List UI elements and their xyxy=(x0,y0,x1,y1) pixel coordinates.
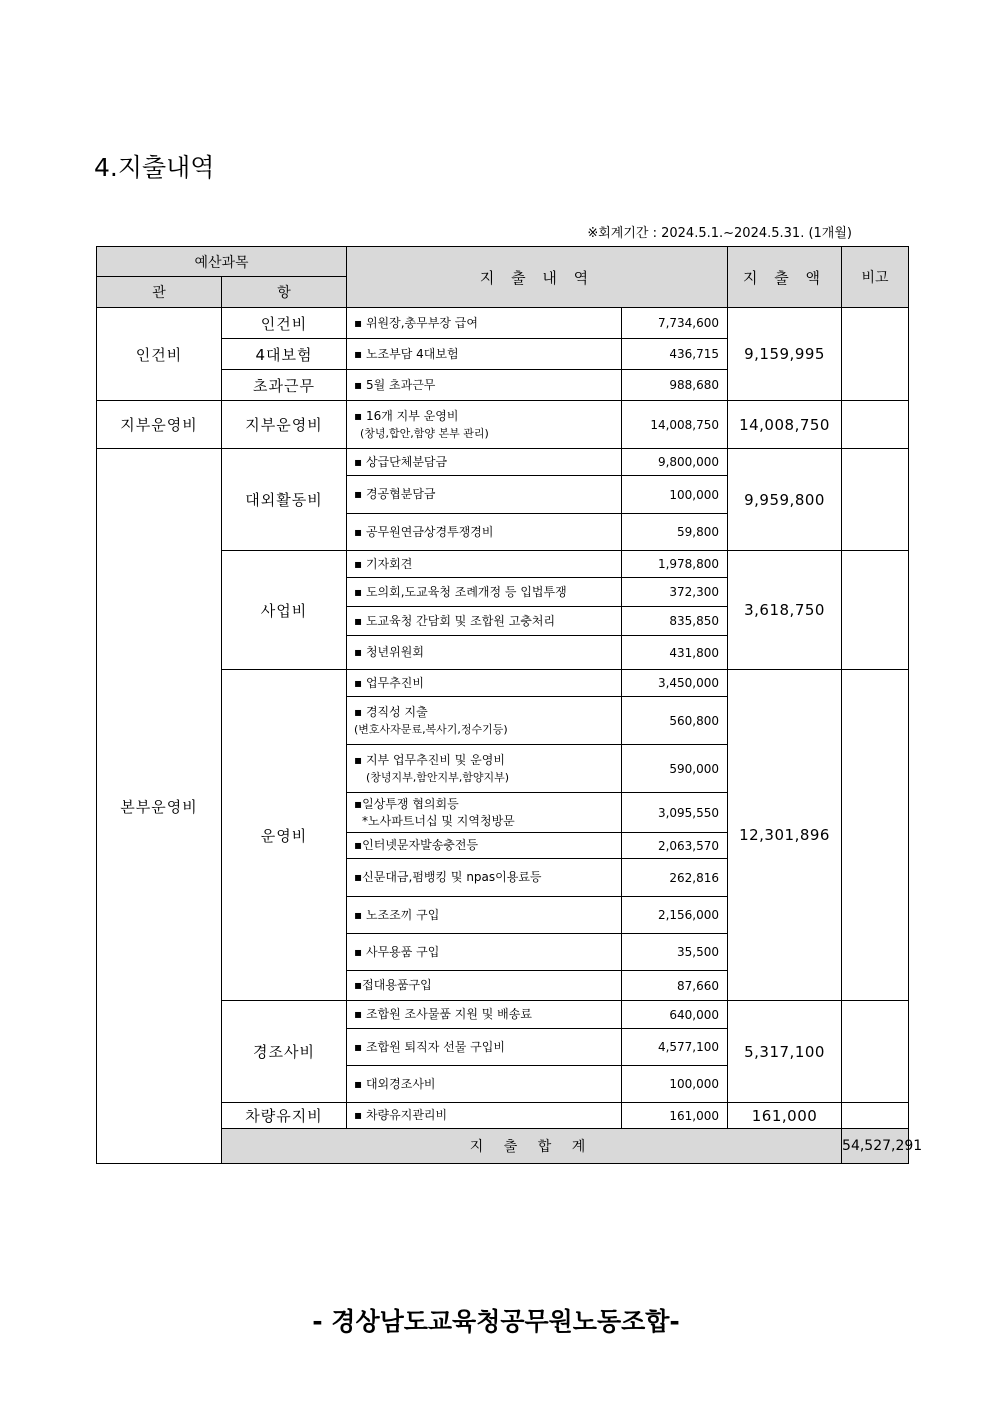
item-amount: 3,095,550 xyxy=(622,793,728,833)
total-amount: 54,527,291 xyxy=(842,1129,909,1164)
item-amount: 835,850 xyxy=(622,607,728,636)
item-desc-sub: (창녕지부,함안지부,함양지부) xyxy=(366,770,510,784)
total-label: 지 출 합 계 xyxy=(222,1129,842,1164)
item-desc: ▪ 차량유지관리비 xyxy=(347,1103,622,1129)
subtotal: 161,000 xyxy=(728,1103,842,1129)
remark-cell xyxy=(842,551,909,670)
item-amount: 14,008,750 xyxy=(622,401,728,449)
item-amount: 35,500 xyxy=(622,934,728,971)
remark-cell xyxy=(842,449,909,551)
item-desc: ▪ 사무용품 구입 xyxy=(347,934,622,971)
page-title: 4.지출내역 xyxy=(94,153,215,182)
item-desc-sub: (변호사자문료,복사기,정수기등) xyxy=(354,722,508,736)
item-amount: 59,800 xyxy=(622,514,728,551)
subtotal: 14,008,750 xyxy=(728,401,842,449)
item-amount: 87,660 xyxy=(622,971,728,1001)
item-amount: 100,000 xyxy=(622,1066,728,1103)
remark-cell xyxy=(842,308,909,401)
item-amount: 161,000 xyxy=(622,1103,728,1129)
item-desc: ▪ 노조조끼 구입 xyxy=(347,897,622,934)
item-desc-main: ▪ 경직성 지출 xyxy=(354,704,428,719)
subtotal: 9,959,800 xyxy=(728,449,842,551)
remark-cell xyxy=(842,1103,909,1129)
item-desc: ▪인터넷문자발송충전등 xyxy=(347,833,622,859)
hang-header: 항 xyxy=(222,277,347,308)
accounting-period: ※회계기간 : 2024.5.1.~2024.5.31. (1개월) xyxy=(587,226,852,241)
item-desc: ▪ 조합원 퇴직자 선물 구입비 xyxy=(347,1029,622,1066)
header-row xyxy=(97,247,909,277)
table-row xyxy=(97,449,909,476)
item-amount: 431,800 xyxy=(622,636,728,670)
gwan-cell: 본부운영비 xyxy=(97,449,222,1164)
item-desc: ▪ 도교육청 간담회 및 조합원 고충처리 xyxy=(347,607,622,636)
remark-cell xyxy=(842,401,909,449)
item-desc: ▪ 위원장,총무부장 급여 xyxy=(347,308,622,339)
item-amount: 590,000 xyxy=(622,745,728,793)
item-amount: 9,800,000 xyxy=(622,449,728,476)
item-desc: ▪ 업무추진비 xyxy=(347,670,622,697)
hang-cell: 인건비 xyxy=(222,308,347,339)
item-amount: 3,450,000 xyxy=(622,670,728,697)
table-row xyxy=(97,308,909,339)
item-desc: ▪ 노조부담 4대보험 xyxy=(347,339,622,370)
item-amount: 262,816 xyxy=(622,859,728,897)
item-desc xyxy=(347,401,622,449)
hang-cell: 4대보험 xyxy=(222,339,347,370)
item-desc: ▪접대용품구입 xyxy=(347,971,622,1001)
details-header: 지 출 내 역 xyxy=(347,247,728,308)
gwan-header: 관 xyxy=(97,277,222,308)
remark-cell xyxy=(842,1001,909,1103)
hang-cell: 초과근무 xyxy=(222,370,347,401)
item-desc-sub: *노사파트너십 및 지역청방문 xyxy=(362,813,515,828)
item-amount: 560,800 xyxy=(622,697,728,745)
item-amount: 640,000 xyxy=(622,1001,728,1029)
expenditure-table xyxy=(96,246,923,1164)
hang-cell: 사업비 xyxy=(222,551,347,670)
item-desc: ▪ 5월 초과근무 xyxy=(347,370,622,401)
item-amount: 1,978,800 xyxy=(622,551,728,578)
item-desc-main: ▪ 지부 업무추진비 및 운영비 xyxy=(354,752,505,767)
hang-cell: 대외활동비 xyxy=(222,449,347,551)
subtotal: 5,317,100 xyxy=(728,1001,842,1103)
item-desc-main: ▪일상투쟁 협의회등 xyxy=(354,796,459,811)
item-desc xyxy=(347,745,622,793)
item-amount: 988,680 xyxy=(622,370,728,401)
item-desc xyxy=(347,793,622,833)
item-desc: ▪ 상급단체분담금 xyxy=(347,449,622,476)
gwan-cell: 지부운영비 xyxy=(97,401,222,449)
table-row xyxy=(97,401,909,449)
union-name-footer: - 경상남도교육청공무원노동조합- xyxy=(312,1307,680,1336)
item-desc: ▪ 도의회,도교육청 조례개정 등 입법투쟁 xyxy=(347,578,622,607)
item-amount: 7,734,600 xyxy=(622,308,728,339)
item-amount: 4,577,100 xyxy=(622,1029,728,1066)
item-amount: 436,715 xyxy=(622,339,728,370)
item-desc: ▪ 조합원 조사물품 지원 및 배송료 xyxy=(347,1001,622,1029)
item-amount: 100,000 xyxy=(622,476,728,514)
hang-cell: 차량유지비 xyxy=(222,1103,347,1129)
item-desc: ▪ 공무원연금상경투쟁경비 xyxy=(347,514,622,551)
item-desc: ▪ 청년위원회 xyxy=(347,636,622,670)
gwan-cell: 인건비 xyxy=(97,308,222,401)
amount-header: 지 출 액 xyxy=(728,247,842,308)
subtotal: 3,618,750 xyxy=(728,551,842,670)
item-desc: ▪ 경공협분담금 xyxy=(347,476,622,514)
item-desc: ▪ 대외경조사비 xyxy=(347,1066,622,1103)
remark-header: 비고 xyxy=(842,247,909,308)
item-desc-sub: (창녕,합안,함양 본부 관리) xyxy=(360,426,489,440)
hang-cell: 경조사비 xyxy=(222,1001,347,1103)
hang-cell: 운영비 xyxy=(222,670,347,1001)
item-desc xyxy=(347,697,622,745)
subtotal: 9,159,995 xyxy=(728,308,842,401)
hang-cell: 지부운영비 xyxy=(222,401,347,449)
subtotal: 12,301,896 xyxy=(728,670,842,1001)
remark-cell xyxy=(842,670,909,1001)
item-amount: 2,156,000 xyxy=(622,897,728,934)
budget-subject-header: 예산과목 xyxy=(97,247,347,277)
item-desc: ▪ 기자회견 xyxy=(347,551,622,578)
item-amount: 372,300 xyxy=(622,578,728,607)
item-desc: ▪신문대금,펌뱅킹 및 npas이용료등 xyxy=(347,859,622,897)
item-amount: 2,063,570 xyxy=(622,833,728,859)
item-desc-main: ▪ 16개 지부 운영비 xyxy=(354,408,459,423)
